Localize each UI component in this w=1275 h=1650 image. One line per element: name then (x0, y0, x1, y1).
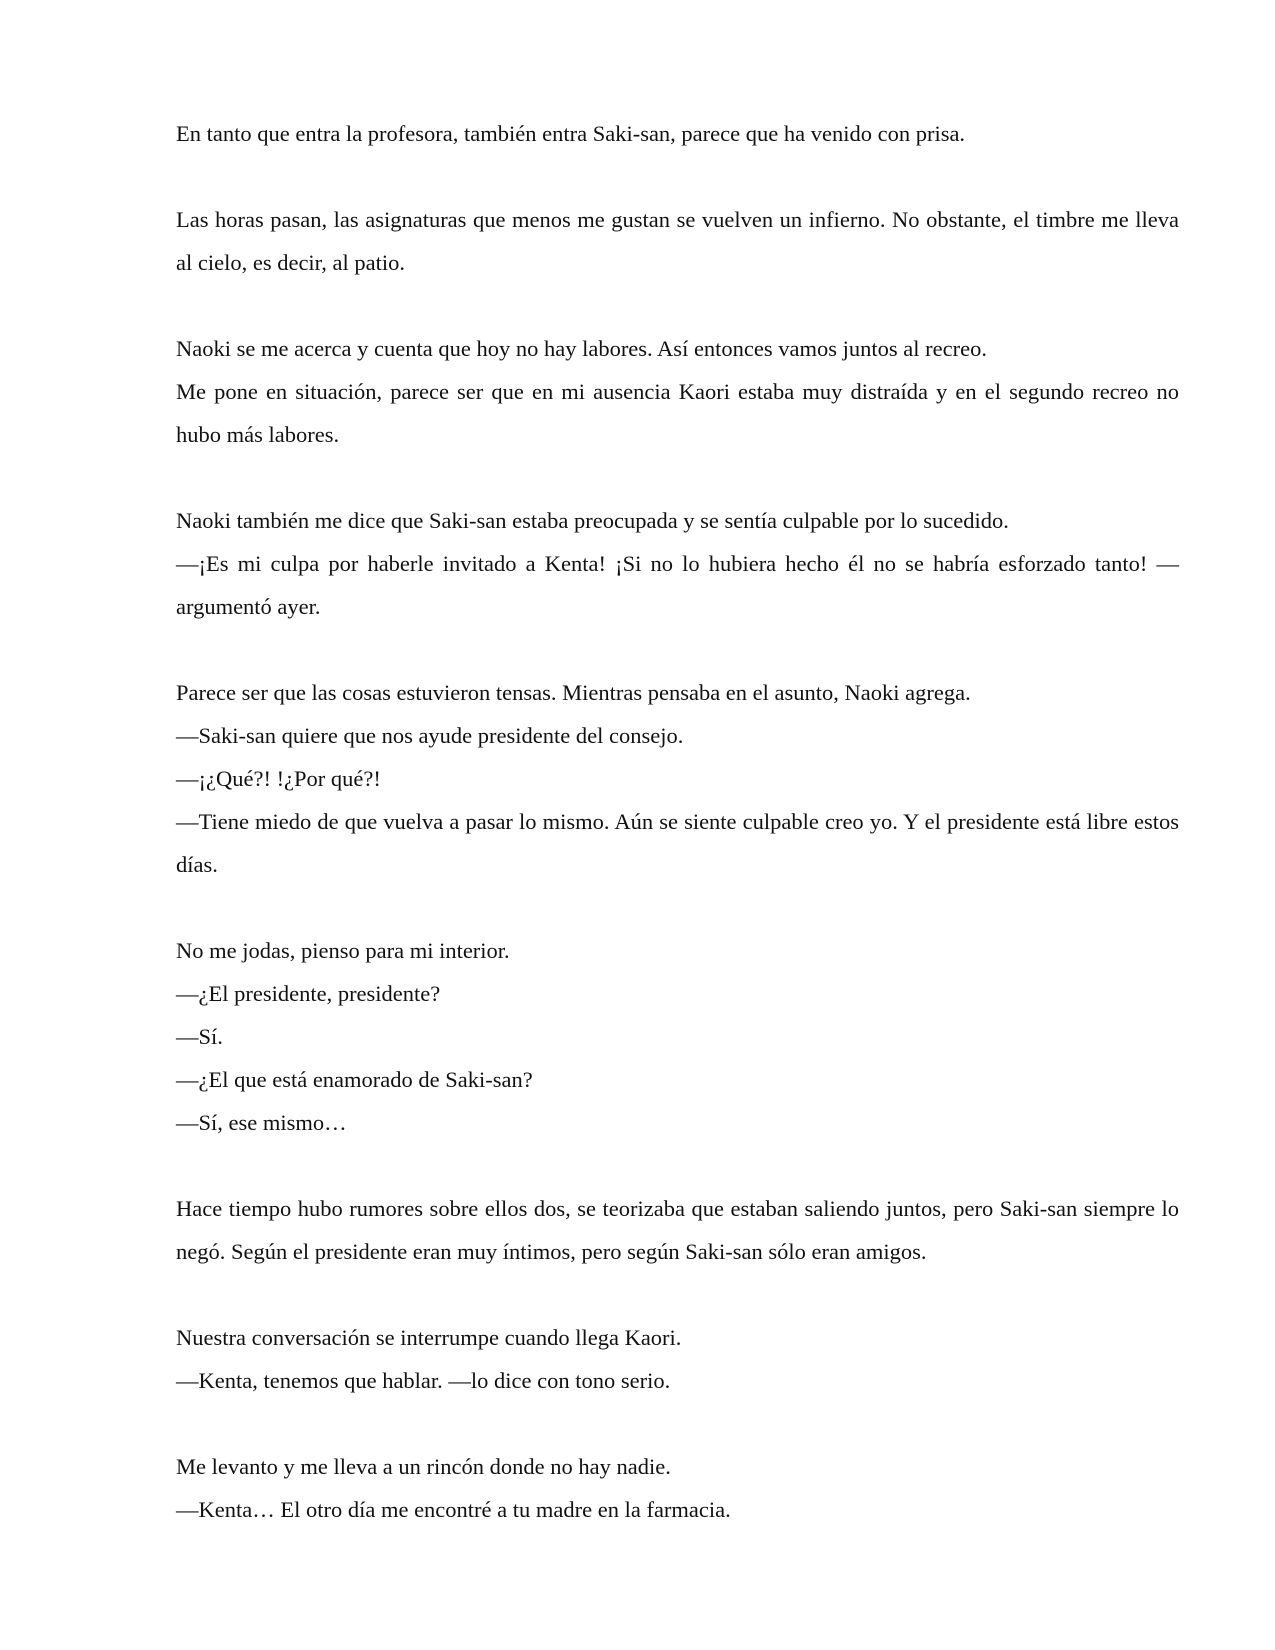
text-line: No me jodas, pienso para mi interior. (176, 938, 510, 963)
text-line: Las horas pasan, las asignaturas que menos me gustan se vuelven un infierno. No obstante, el timbre me lleva al cielo, es decir, al patio. (176, 207, 1179, 275)
dialogue-line: —Sí. (176, 1024, 223, 1049)
dialogue-line: —Kenta, tenemos que hablar. —lo dice con tono serio. (176, 1368, 671, 1393)
paragraph (176, 198, 1179, 284)
text-line: Me pone en situación, parece ser que en mi ausencia Kaori estaba muy distraída y en el segundo recreo no hubo más labores. (176, 379, 1179, 447)
text-line: Me levanto y me lleva a un rincón donde no hay nadie. (176, 1454, 671, 1479)
document-page (176, 112, 1179, 1531)
dialogue-line: —¡Es mi culpa por haberle invitado a Kenta! ¡Si no lo hubiera hecho él no se habría esforzado tanto! —argumentó ayer. (176, 551, 1179, 619)
dialogue-line: —¡¿Qué?! !¿Por qué?! (176, 766, 381, 791)
paragraph (176, 499, 1179, 628)
dialogue-line: —¿El presidente, presidente? (176, 981, 441, 1006)
paragraph (176, 671, 1179, 886)
paragraph (176, 1445, 1179, 1531)
text-line: Nuestra conversación se interrumpe cuando llega Kaori. (176, 1325, 682, 1350)
text-line: Naoki también me dice que Saki-san estaba preocupada y se sentía culpable por lo sucedido. (176, 508, 1009, 533)
paragraph (176, 1316, 1179, 1402)
text-line: Parece ser que las cosas estuvieron tensas. Mientras pensaba en el asunto, Naoki agrega. (176, 680, 971, 705)
dialogue-line: —Sí, ese mismo… (176, 1110, 347, 1135)
dialogue-line: —Kenta… El otro día me encontré a tu madre en la farmacia. (176, 1497, 731, 1522)
dialogue-line: —Tiene miedo de que vuelva a pasar lo mismo. Aún se siente culpable creo yo. Y el presidente está libre estos días. (176, 809, 1179, 877)
text-line: Naoki se me acerca y cuenta que hoy no hay labores. Así entonces vamos juntos al recreo. (176, 336, 987, 361)
dialogue-line: —¿El que está enamorado de Saki-san? (176, 1067, 533, 1092)
dialogue-line: —Saki-san quiere que nos ayude presidente del consejo. (176, 723, 684, 748)
paragraph (176, 1187, 1179, 1273)
paragraph (176, 112, 1179, 155)
paragraph (176, 929, 1179, 1144)
text-line: Hace tiempo hubo rumores sobre ellos dos, se teorizaba que estaban saliendo juntos, pero Saki-san siempre lo negó. Según el presidente eran muy íntimos, pero según Saki-san sólo eran amigos. (176, 1196, 1179, 1264)
text-line: En tanto que entra la profesora, también entra Saki-san, parece que ha venido con prisa. (176, 121, 966, 146)
paragraph (176, 327, 1179, 456)
